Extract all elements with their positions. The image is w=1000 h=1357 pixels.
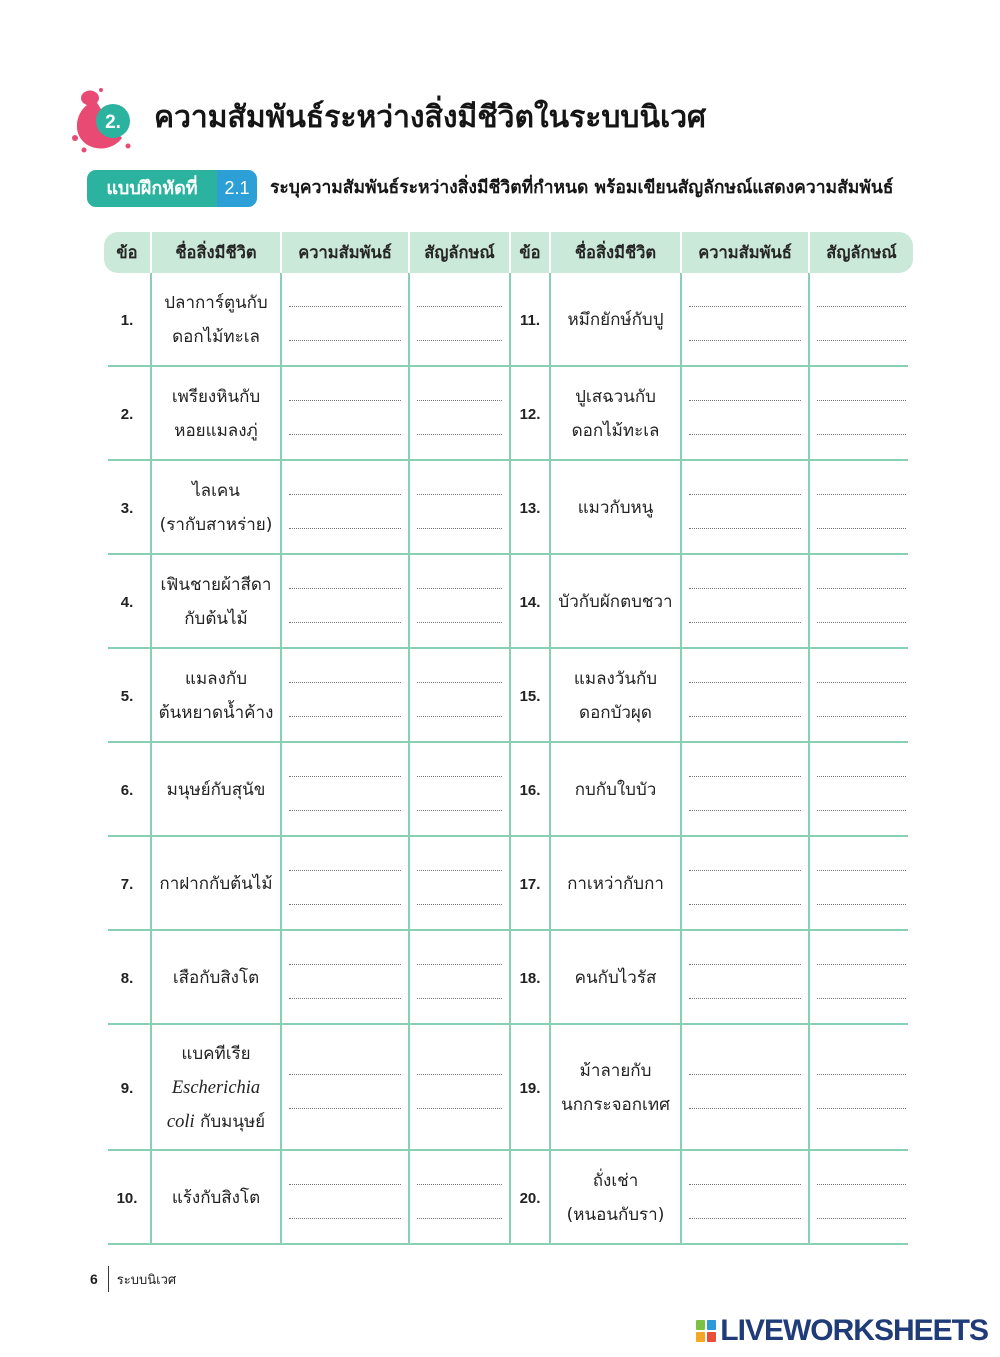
relationship-answer-cell	[280, 461, 408, 555]
item-number: 16.	[509, 743, 549, 837]
symbol-answer-cell	[408, 743, 509, 837]
organism-name	[150, 273, 280, 367]
symbol-answer-line[interactable]	[417, 285, 502, 307]
organism-name	[150, 649, 280, 743]
section-badge	[70, 86, 138, 154]
table-row	[104, 555, 913, 649]
organism-name-line: กับต้นไม้	[184, 609, 248, 629]
organism-name	[150, 1151, 280, 1245]
organism-name-line: หอยแมลงภู่	[174, 421, 258, 441]
logo-text: LIVEWORKSHEETS	[720, 1314, 988, 1347]
organism-name-line: เสือกับสิงโต	[172, 968, 260, 988]
item-number: 1.	[120, 311, 134, 329]
symbol-answer-line[interactable]	[417, 567, 502, 589]
page-title: ความสัมพันธ์ระหว่างสิ่งมีชีวิตในระบบนิเวศ	[154, 100, 707, 135]
symbol-answer-cell	[808, 367, 913, 461]
organism-name-line: เฟินชายผ้าสีดา	[160, 575, 272, 595]
organism-name	[150, 837, 280, 931]
symbol-answer-line[interactable]	[417, 1163, 502, 1185]
relationship-answer-line[interactable]	[689, 661, 801, 683]
relationship-answer-cell	[280, 273, 408, 367]
organism-name-line	[172, 1071, 260, 1105]
exercise-label: แบบฝึกหัดที่	[87, 170, 217, 207]
symbol-answer-line[interactable]	[417, 413, 502, 435]
symbol-answer-cell	[808, 461, 913, 555]
symbol-answer-line[interactable]	[817, 601, 906, 623]
symbol-answer-line[interactable]	[417, 943, 502, 965]
symbol-answer-line[interactable]	[817, 507, 906, 529]
table-row	[104, 743, 913, 837]
logo-square	[696, 1320, 705, 1330]
relationship-answer-line[interactable]	[689, 567, 801, 589]
symbol-answer-cell	[808, 273, 913, 367]
symbol-answer-line[interactable]	[417, 977, 502, 999]
table-row	[104, 367, 913, 461]
chapter-name: ระบบนิเวศ	[116, 1272, 177, 1288]
organism-name-line: มนุษย์กับสุนัข	[166, 780, 266, 800]
relationship-answer-line[interactable]	[689, 1087, 801, 1109]
relationship-answer-line[interactable]	[289, 285, 401, 307]
organism-name-line: แมวกับหนู	[577, 498, 654, 518]
relationship-answer-line[interactable]	[689, 285, 801, 307]
organism-name	[549, 837, 680, 931]
relationship-answer-cell	[280, 649, 408, 743]
relationship-answer-line[interactable]	[689, 755, 801, 777]
organism-name-line: ต้นหยาดน้ำค้าง	[158, 703, 274, 723]
organism-name	[150, 743, 280, 837]
relationship-answer-line[interactable]	[289, 1163, 401, 1185]
symbol-answer-cell	[808, 931, 913, 1025]
organism-name	[549, 367, 680, 461]
worksheet-table	[104, 232, 913, 1245]
organism-name-line: คนกับไวรัส	[574, 968, 657, 988]
symbol-answer-cell	[408, 1025, 509, 1151]
scientific-name: Escherichia	[171, 1078, 261, 1098]
symbol-answer-cell	[808, 555, 913, 649]
symbol-answer-line[interactable]	[417, 1053, 502, 1075]
item-number: 13.	[509, 461, 549, 555]
item-number: 4.	[120, 593, 134, 611]
logo-square	[707, 1332, 716, 1342]
header-cell-relationship: ความสัมพันธ์	[680, 232, 808, 273]
symbol-answer-line[interactable]	[417, 601, 502, 623]
organism-name-line: ปลาการ์ตูนกับ	[164, 293, 268, 313]
item-number: 18.	[509, 931, 549, 1025]
symbol-answer-line[interactable]	[417, 473, 502, 495]
scientific-name: coli	[166, 1112, 195, 1132]
symbol-answer-cell	[808, 1151, 913, 1245]
item-number: 9.	[120, 1079, 134, 1097]
organism-name	[549, 1151, 680, 1245]
relationship-answer-line[interactable]	[689, 977, 801, 999]
symbol-answer-cell	[408, 649, 509, 743]
organism-name	[150, 555, 280, 649]
item-number: 15.	[509, 649, 549, 743]
relationship-answer-line[interactable]	[689, 413, 801, 435]
table-row	[104, 1025, 913, 1151]
symbol-answer-line[interactable]	[417, 379, 502, 401]
symbol-answer-cell	[408, 273, 509, 367]
symbol-answer-line[interactable]	[417, 695, 502, 717]
symbol-answer-line[interactable]	[817, 319, 906, 341]
symbol-answer-line[interactable]	[417, 319, 502, 341]
item-number: 7.	[120, 875, 134, 893]
organism-name-line: แมลงวันกับ	[573, 669, 658, 689]
relationship-answer-line[interactable]	[289, 977, 401, 999]
symbol-answer-cell	[808, 1025, 913, 1151]
relationship-answer-cell	[280, 367, 408, 461]
relationship-answer-line[interactable]	[689, 379, 801, 401]
relationship-answer-line[interactable]	[689, 943, 801, 965]
relationship-answer-line[interactable]	[289, 1197, 401, 1219]
page-number: 6	[90, 1271, 98, 1287]
symbol-answer-cell	[408, 555, 509, 649]
symbol-answer-line[interactable]	[817, 883, 906, 905]
symbol-answer-line[interactable]	[417, 1197, 502, 1219]
relationship-answer-cell	[680, 555, 808, 649]
relationship-answer-line[interactable]	[289, 849, 401, 871]
logo-square	[707, 1320, 716, 1330]
organism-name	[150, 367, 280, 461]
relationship-answer-cell	[680, 931, 808, 1025]
symbol-answer-cell	[808, 743, 913, 837]
symbol-answer-line[interactable]	[817, 977, 906, 999]
relationship-answer-cell	[280, 555, 408, 649]
symbol-answer-cell	[808, 649, 913, 743]
relationship-answer-line[interactable]	[289, 379, 401, 401]
relationship-answer-cell	[680, 649, 808, 743]
organism-name-text: กับมนุษย์	[194, 1112, 266, 1132]
item-number: 17.	[509, 837, 549, 931]
relationship-answer-line[interactable]	[689, 601, 801, 623]
item-number: 8.	[120, 969, 134, 987]
organism-name-line: แบคทีเรีย	[181, 1044, 251, 1064]
header-cell-symbol: สัญลักษณ์	[808, 232, 913, 273]
item-number: 11.	[509, 273, 549, 367]
symbol-answer-cell	[408, 931, 509, 1025]
item-number: 2.	[120, 405, 134, 423]
item-number: 5.	[120, 687, 134, 705]
table-row	[104, 931, 913, 1025]
relationship-answer-cell	[680, 837, 808, 931]
relationship-answer-line[interactable]	[289, 473, 401, 495]
relationship-answer-line[interactable]	[289, 883, 401, 905]
organism-name-line: ดอกบัวผุด	[579, 703, 652, 723]
relationship-answer-line[interactable]	[689, 695, 801, 717]
relationship-answer-cell	[280, 1025, 408, 1151]
header-cell-item-number: ข้อ	[116, 242, 138, 262]
relationship-answer-cell	[680, 367, 808, 461]
organism-name-line: ดอกไม้ทะเล	[172, 327, 260, 347]
footer-divider	[108, 1266, 109, 1292]
item-number: 6.	[120, 781, 134, 799]
organism-name-line: กาฝากกับต้นไม้	[159, 874, 273, 894]
relationship-answer-line[interactable]	[689, 789, 801, 811]
relationship-answer-cell	[280, 931, 408, 1025]
organism-name-line: บัวกับผักตบชวา	[558, 592, 673, 612]
item-number: 10.	[116, 1189, 138, 1207]
organism-name-line: แร้งกับสิงโต	[171, 1188, 261, 1208]
organism-name-line: กบกับใบบัว	[574, 780, 657, 800]
relationship-answer-cell	[280, 837, 408, 931]
relationship-answer-line[interactable]	[689, 1053, 801, 1075]
header-cell-organism-name: ชื่อสิ่งมีชีวิต	[549, 232, 680, 273]
header-cell-relationship: ความสัมพันธ์	[280, 232, 408, 273]
relationship-answer-line[interactable]	[289, 601, 401, 623]
relationship-answer-line[interactable]	[289, 567, 401, 589]
symbol-answer-line[interactable]	[817, 661, 906, 683]
relationship-answer-line[interactable]	[689, 849, 801, 871]
symbol-answer-line[interactable]	[817, 473, 906, 495]
symbol-answer-line[interactable]	[817, 755, 906, 777]
symbol-answer-cell	[808, 837, 913, 931]
relationship-answer-line[interactable]	[289, 789, 401, 811]
relationship-answer-line[interactable]	[689, 473, 801, 495]
organism-name-line: ถั่งเช่า	[592, 1171, 639, 1191]
organism-name	[150, 931, 280, 1025]
page-footer	[88, 1265, 176, 1293]
symbol-answer-line[interactable]	[817, 567, 906, 589]
relationship-answer-cell	[280, 743, 408, 837]
symbol-answer-line[interactable]	[817, 943, 906, 965]
relationship-answer-line[interactable]	[289, 413, 401, 435]
symbol-answer-line[interactable]	[417, 661, 502, 683]
relationship-answer-cell	[680, 1151, 808, 1245]
symbol-answer-line[interactable]	[817, 849, 906, 871]
organism-name-line	[167, 1105, 265, 1139]
organism-name	[150, 461, 280, 555]
symbol-answer-line[interactable]	[817, 789, 906, 811]
symbol-answer-line[interactable]	[417, 1087, 502, 1109]
relationship-answer-cell	[680, 273, 808, 367]
table-header	[104, 232, 913, 273]
symbol-answer-cell	[408, 461, 509, 555]
symbol-answer-line[interactable]	[817, 1053, 906, 1075]
exercise-number: 2.1	[217, 170, 257, 207]
relationship-answer-line[interactable]	[289, 1087, 401, 1109]
relationship-answer-line[interactable]	[289, 755, 401, 777]
relationship-answer-line[interactable]	[289, 943, 401, 965]
organism-name	[150, 1025, 280, 1151]
symbol-answer-cell	[408, 837, 509, 931]
logo-square	[696, 1332, 705, 1342]
relationship-answer-line[interactable]	[689, 507, 801, 529]
organism-name	[549, 743, 680, 837]
item-number: 14.	[509, 555, 549, 649]
organism-name-line: ไลเคน	[192, 481, 240, 501]
item-number: 20.	[509, 1151, 549, 1245]
organism-name	[549, 555, 680, 649]
liveworksheets-squares-icon	[696, 1320, 716, 1342]
symbol-answer-line[interactable]	[817, 1163, 906, 1185]
relationship-answer-cell	[680, 461, 808, 555]
table-row	[104, 1151, 913, 1245]
relationship-answer-cell	[680, 1025, 808, 1151]
organism-name	[549, 649, 680, 743]
relationship-answer-line[interactable]	[689, 1197, 801, 1219]
header-cell-symbol: สัญลักษณ์	[408, 232, 509, 273]
symbol-answer-line[interactable]	[417, 789, 502, 811]
table-row	[104, 649, 913, 743]
relationship-answer-line[interactable]	[289, 661, 401, 683]
organism-name	[549, 461, 680, 555]
table-body	[104, 273, 913, 1245]
header-cell-organism-name: ชื่อสิ่งมีชีวิต	[150, 232, 280, 273]
organism-name-line: (รากับสาหร่าย)	[159, 515, 273, 535]
section-number: 2.	[105, 112, 121, 133]
relationship-answer-cell	[280, 1151, 408, 1245]
organism-name-line: เพรียงหินกับ	[171, 387, 261, 407]
item-number: 3.	[120, 499, 134, 517]
symbol-answer-line[interactable]	[817, 1197, 906, 1219]
relationship-answer-line[interactable]	[289, 507, 401, 529]
relationship-answer-line[interactable]	[689, 883, 801, 905]
table-row	[104, 461, 913, 555]
relationship-answer-line[interactable]	[689, 1163, 801, 1185]
symbol-answer-line[interactable]	[417, 755, 502, 777]
organism-name-line: หมึกยักษ์กับปู	[567, 310, 664, 330]
relationship-answer-line[interactable]	[289, 1053, 401, 1075]
organism-name	[549, 273, 680, 367]
symbol-answer-line[interactable]	[817, 413, 906, 435]
relationship-answer-line[interactable]	[289, 319, 401, 341]
item-number: 12.	[509, 367, 549, 461]
organism-name	[549, 1025, 680, 1151]
organism-name-line: ดอกไม้ทะเล	[571, 421, 660, 441]
relationship-answer-line[interactable]	[689, 319, 801, 341]
organism-name	[549, 931, 680, 1025]
symbol-answer-line[interactable]	[817, 379, 906, 401]
organism-name-line: นกกระจอกเทศ	[561, 1095, 670, 1115]
symbol-answer-line[interactable]	[817, 695, 906, 717]
symbol-answer-cell	[408, 367, 509, 461]
organism-name-line: แมลงกับ	[185, 669, 247, 689]
organism-name-line: ม้าลายกับ	[579, 1061, 652, 1081]
symbol-answer-line[interactable]	[817, 1087, 906, 1109]
item-number: 19.	[509, 1025, 549, 1151]
symbol-answer-line[interactable]	[417, 883, 502, 905]
header-cell-item-number: ข้อ	[509, 232, 549, 273]
instruction-text: ระบุความสัมพันธ์ระหว่างสิ่งมีชีวิตที่กำหนด พร้อมเขียนสัญลักษณ์แสดงความสัมพันธ์	[270, 178, 894, 198]
organism-name-line: (หนอนกับรา)	[566, 1205, 665, 1225]
table-row	[104, 273, 913, 367]
symbol-answer-line[interactable]	[417, 849, 502, 871]
symbol-answer-cell	[408, 1151, 509, 1245]
relationship-answer-line[interactable]	[289, 695, 401, 717]
relationship-answer-cell	[680, 743, 808, 837]
exercise-badge	[87, 170, 257, 207]
liveworksheets-logo	[696, 1314, 988, 1348]
organism-name-line: ปูเสฉวนกับ	[575, 387, 656, 407]
organism-name-line: กาเหว่ากับกา	[567, 874, 664, 894]
symbol-answer-line[interactable]	[417, 507, 502, 529]
table-row	[104, 837, 913, 931]
symbol-answer-line[interactable]	[817, 285, 906, 307]
